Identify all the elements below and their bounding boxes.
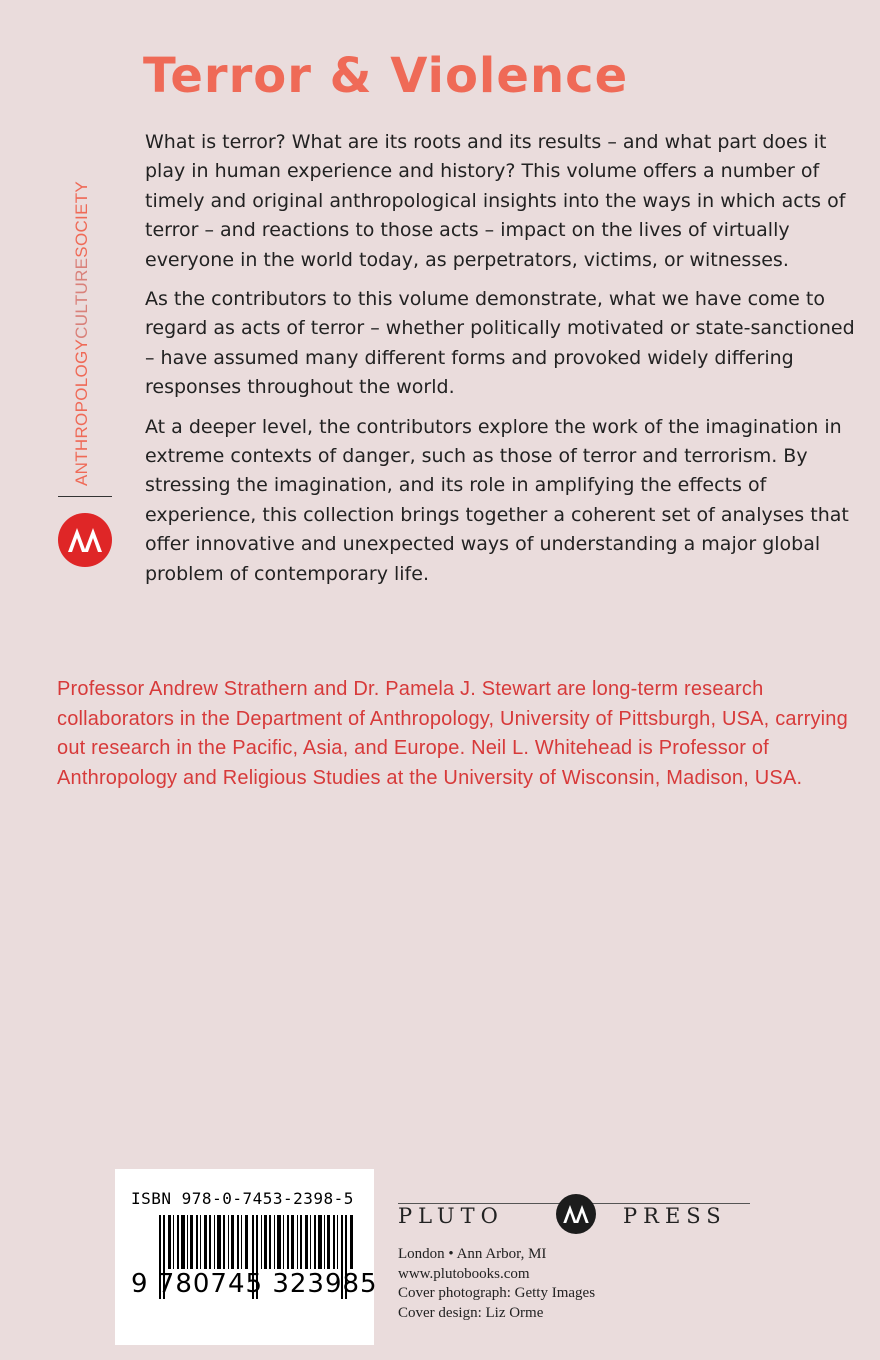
blurb-paragraph: What is terror? What are its roots and its results – and what part does it play in human experience and history? This volume offers a number of timely and original anthropological insights into the ways in which acts of terror – and reactions to those acts – impact on the lives of virtually everyone in the world today, as perpetrators, victims, or witnesses.: [145, 131, 846, 271]
imprint-details: [398, 1245, 595, 1323]
publisher-name-left: PLUTO: [398, 1204, 504, 1228]
publisher-website: www.plutobooks.com: [398, 1265, 530, 1282]
pluto-aa-icon: [556, 1194, 596, 1234]
book-title: Terror & Violence: [143, 48, 629, 104]
cover-photo-credit: Cover photograph: Getty Images: [398, 1285, 596, 1301]
series-word-culture: CULTURE: [72, 257, 91, 339]
series-word-society: SOCIETY: [72, 180, 91, 258]
back-cover-blurb: [145, 128, 865, 599]
author-bio: Professor Andrew Strathern and Dr. Pamela J. Stewart are long-term research collaborators in the Department of Anthropology, University of Pittsburgh, USA, carrying out research in the Pacific, Asia, and Europe. Neil L. Whitehead is Professor of Anthropology and Religious Studies at the University of Wisconsin, Madison, USA.: [57, 678, 848, 789]
isbn-barcode: [115, 1169, 378, 1345]
ean-digits: 9 780745 323985: [131, 1269, 378, 1299]
cover-design-credit: Cover design: Liz Orme: [398, 1304, 544, 1321]
isbn-text: ISBN 978-0-7453-2398-5: [131, 1189, 354, 1208]
blurb-paragraph: At a deeper level, the contributors explore the work of the imagination in extreme contexts of danger, such as those of terror and terrorism. By stressing the imagination, and its role in amplifying the effects of experience, this collection brings together a coherent set of analyses that offer innovative and unexpected ways of understanding a major global problem of contemporary life.: [145, 415, 849, 585]
publisher-logo: [398, 1192, 750, 1236]
publisher-name-right: PRESS: [623, 1204, 727, 1228]
spine-divider: [58, 496, 112, 497]
series-aa-logo-icon: [58, 513, 112, 567]
publisher-locations: London • Ann Arbor, MI: [398, 1246, 547, 1262]
blurb-paragraph: As the contributors to this volume demonstrate, what we have come to regard as acts of terror – whether politically motivated or state-sanctioned – have assumed many different forms and provoked widely differing responses throughout the world.: [145, 288, 855, 399]
series-spine-label: [72, 181, 92, 486]
series-word-anthropology: ANTHROPOLOGY: [72, 338, 91, 486]
